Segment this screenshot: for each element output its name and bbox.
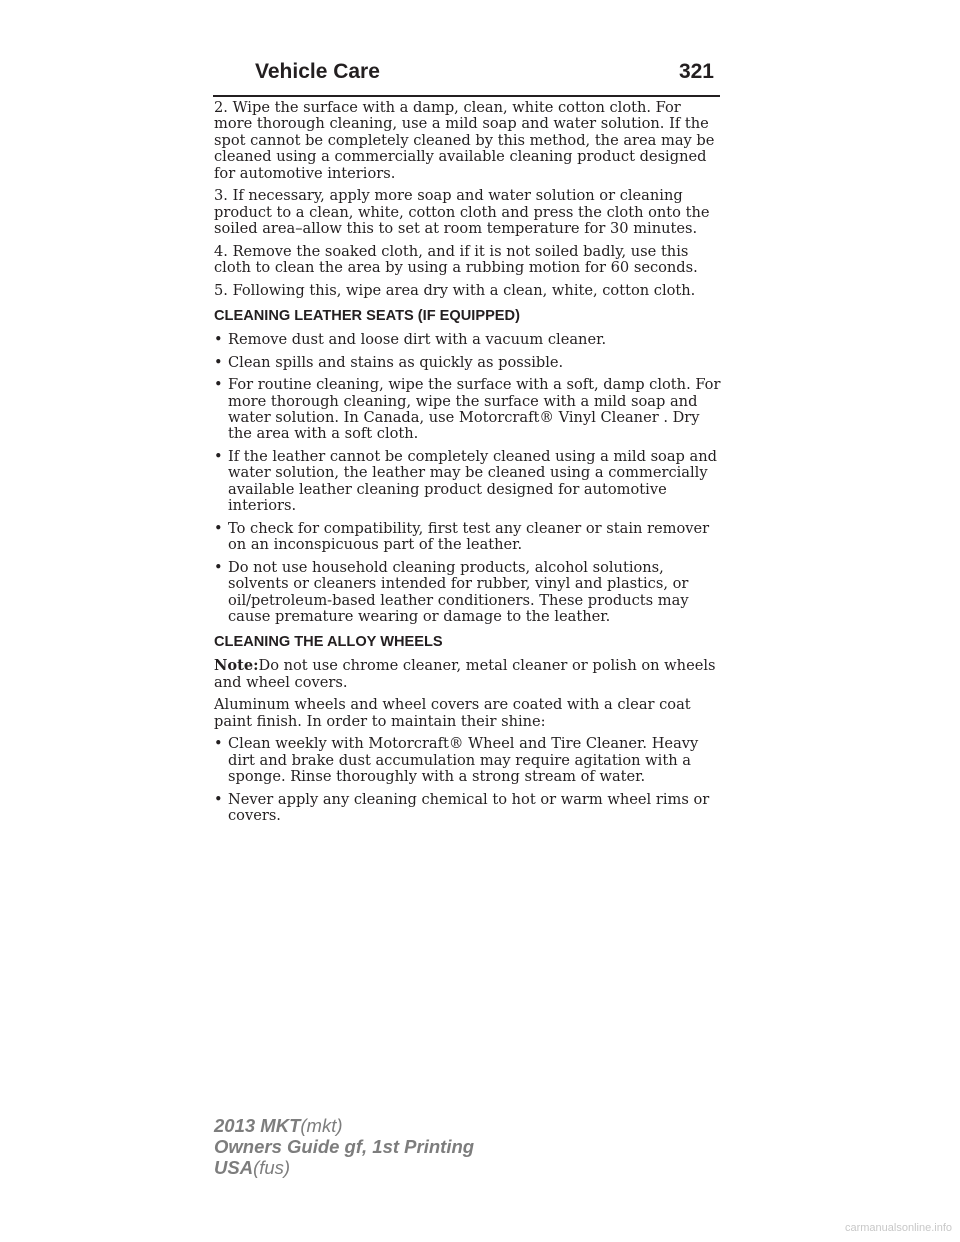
list-item (214, 560, 722, 626)
note-label: Note: (214, 657, 259, 675)
list-item-text: If the leather cannot be completely cleaned using a mild soap and water solution, the leather may be cleaned using a commercially available leather cleaning product designed for automotive interiors. (228, 448, 717, 515)
bullet-glyph: • (214, 376, 223, 394)
bullet-glyph: • (214, 519, 223, 537)
bullet-glyph: • (214, 448, 223, 466)
section-title: Vehicle Care (255, 60, 380, 83)
footer-model: 2013 MKT (214, 1115, 301, 1136)
list-item-text: To check for compatibility, first test any cleaner or stain remover on an inconspicuous part of the leather. (228, 519, 710, 554)
wheels-bullet-list (214, 736, 722, 824)
bullet-glyph: • (214, 331, 223, 349)
footer-line-model (214, 1115, 474, 1136)
footer-market-code: (fus) (253, 1157, 291, 1178)
list-item-text: Never apply any cleaning chemical to hot or warm wheel rims or covers. (228, 790, 710, 825)
list-item-text: Clean weekly with Motorcraft® Wheel and Tire Cleaner. Heavy dirt and brake dust accumulation may require agitation with a sponge. Rinse thoroughly with a strong stream of water. (228, 735, 699, 786)
list-item (214, 332, 722, 348)
paragraph-step-4: 4. Remove the soaked cloth, and if it is not soiled badly, use this cloth to clean the area by using a rubbing motion for 60 seconds. (214, 242, 698, 277)
list-item (214, 792, 722, 825)
footer-line-market (214, 1157, 474, 1178)
header-rule (213, 95, 720, 97)
list-item (214, 355, 722, 371)
list-item (214, 449, 722, 515)
list-item-text: Clean spills and stains as quickly as possible. (228, 353, 564, 371)
footer-market: USA (214, 1157, 254, 1178)
note-text: Do not use chrome cleaner, metal cleaner or polish on wheels and wheel covers. (214, 657, 716, 691)
page-number: 321 (678, 60, 714, 83)
heading-alloy-wheels: CLEANING THE ALLOY WHEELS (214, 634, 443, 651)
paragraph-step-5: 5. Following this, wipe area dry with a clean, white, cotton cloth. (214, 281, 696, 299)
footer-line-guide: Owners Guide gf, 1st Printing (214, 1136, 475, 1157)
watermark-text: carmanualsonline.info (844, 1222, 952, 1234)
print-footer (214, 1115, 474, 1178)
paragraph-step-2: 2. Wipe the surface with a damp, clean, white cotton cloth. For more thorough cleaning, use a mild soap and water solution. If the spot cannot be completely cleaned by this method, the area may be cleaned using a commercially available cleaning product designed for automotive interiors. (214, 99, 715, 182)
page-header (213, 60, 720, 94)
list-item (214, 736, 722, 785)
bullet-glyph: • (214, 558, 223, 576)
page-content (214, 100, 722, 831)
paragraph-wheels-intro: Aluminum wheels and wheel covers are coated with a clear coat paint finish. In order to maintain their shine: (214, 696, 691, 730)
list-item (214, 521, 722, 554)
footer-model-code: (mkt) (300, 1115, 343, 1136)
list-item (214, 377, 722, 443)
list-item-text: Remove dust and loose dirt with a vacuum cleaner. (228, 331, 607, 349)
bullet-glyph: • (214, 353, 223, 371)
list-item-text: Do not use household cleaning products, alcohol solutions, solvents or cleaners intended for rubber, vinyl and plastics, or oil/petroleum-based leather conditioners. These products may cause premature wearing or damage to the leather. (228, 558, 689, 626)
list-item-text: For routine cleaning, wipe the surface with a soft, damp cloth. For more thorough cleaning, wipe the surface with a mild soap and water solution. In Canada, use Motorcraft® Vinyl Cleaner . Dry the area with a soft cloth. (228, 376, 721, 443)
leather-bullet-list (214, 332, 722, 625)
paragraph-step-3: 3. If necessary, apply more soap and water solution or cleaning product to a clean, white, cotton cloth and press the cloth onto the soiled area–allow this to set at room temperature for 30 minutes. (214, 187, 710, 238)
heading-leather-seats: CLEANING LEATHER SEATS (IF EQUIPPED) (214, 308, 520, 325)
note-paragraph (214, 658, 722, 691)
bullet-glyph: • (214, 790, 223, 808)
bullet-glyph: • (214, 735, 223, 753)
